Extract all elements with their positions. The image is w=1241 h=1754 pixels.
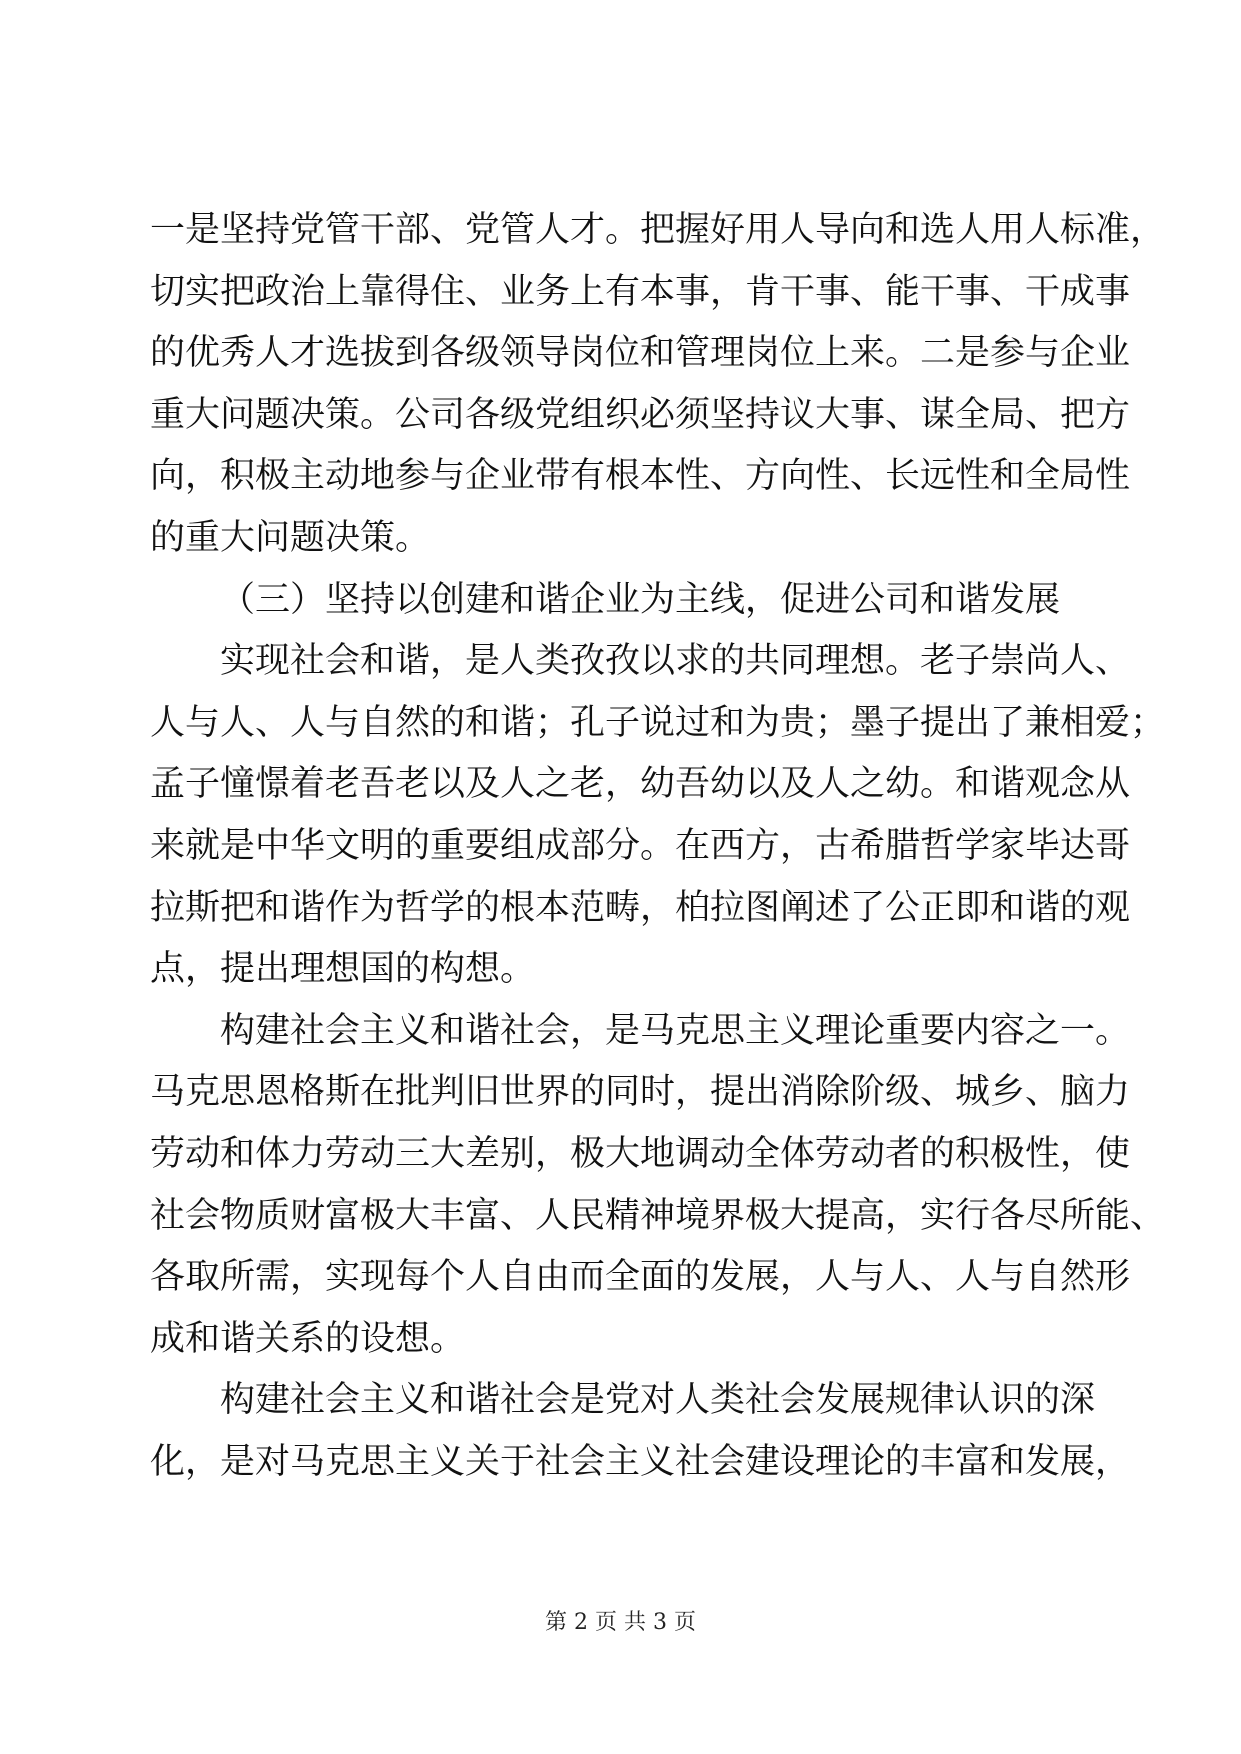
text-line: 孟子憧憬着老吾老以及人之老，幼吾幼以及人之幼。和谐观念从 <box>150 764 1131 805</box>
text-line: 人与人、人与自然的和谐；孔子说过和为贵；墨子提出了兼相爱； <box>150 702 1166 743</box>
text-line: 的优秀人才选拔到各级领导岗位和管理岗位上来。二是参与企业 <box>150 333 1131 374</box>
page-footer <box>0 1608 1241 1638</box>
text-line: 实现社会和谐，是人类孜孜以求的共同理想。老子崇尚人、 <box>220 641 1131 682</box>
text-line: 的重大问题决策。 <box>150 517 431 558</box>
text-line: 来就是中华文明的重要组成部分。在西方，古希腊哲学家毕达哥 <box>150 825 1131 866</box>
heading-text: （三）坚持以创建和谐企业为主线，促进公司和谐发展 <box>220 579 1061 620</box>
text-line: 构建社会主义和谐社会，是马克思主义理论重要内容之一。 <box>220 1010 1131 1051</box>
text-line: 劳动和体力劳动三大差别，极大地调动全体劳动者的积极性，使 <box>150 1133 1131 1174</box>
paragraph <box>150 631 1166 1001</box>
page-body <box>150 200 1166 1493</box>
section-heading <box>150 570 1090 632</box>
paragraph <box>150 200 1166 570</box>
text-line: 马克思恩格斯在批判旧世界的同时，提出消除阶级、城乡、脑力 <box>150 1072 1131 1113</box>
text-line: 各取所需，实现每个人自由而全面的发展，人与人、人与自然形 <box>150 1257 1131 1298</box>
text-line: 化，是对马克思主义关于社会主义社会建设理论的丰富和发展， <box>150 1441 1131 1482</box>
text-line: 成和谐关系的设想。 <box>150 1318 466 1359</box>
text-line: 点，提出理想国的构想。 <box>150 949 536 990</box>
text-line: 构建社会主义和谐社会是党对人类社会发展规律认识的深 <box>220 1380 1096 1421</box>
text-line: 社会物质财富极大丰富、人民精神境界极大提高，实行各尽所能、 <box>150 1195 1166 1236</box>
paragraph <box>150 1370 1131 1493</box>
text-line: 一是坚持党管干部、党管人才。把握好用人导向和选人用人标准， <box>150 210 1166 250</box>
text-line: 向，积极主动地参与企业带有根本性、方向性、长远性和全局性 <box>150 456 1131 497</box>
page-number-label: 第 2 页 共 3 页 <box>545 1610 696 1635</box>
text-line: 拉斯把和谐作为哲学的根本范畴，柏拉图阐述了公正即和谐的观 <box>150 887 1131 928</box>
text-line: 重大问题决策。公司各级党组织必须坚持议大事、谋全局、把方 <box>150 394 1131 435</box>
paragraph <box>150 1001 1166 1371</box>
text-line: 切实把政治上靠得住、业务上有本事，肯干事、能干事、干成事 <box>150 271 1131 312</box>
